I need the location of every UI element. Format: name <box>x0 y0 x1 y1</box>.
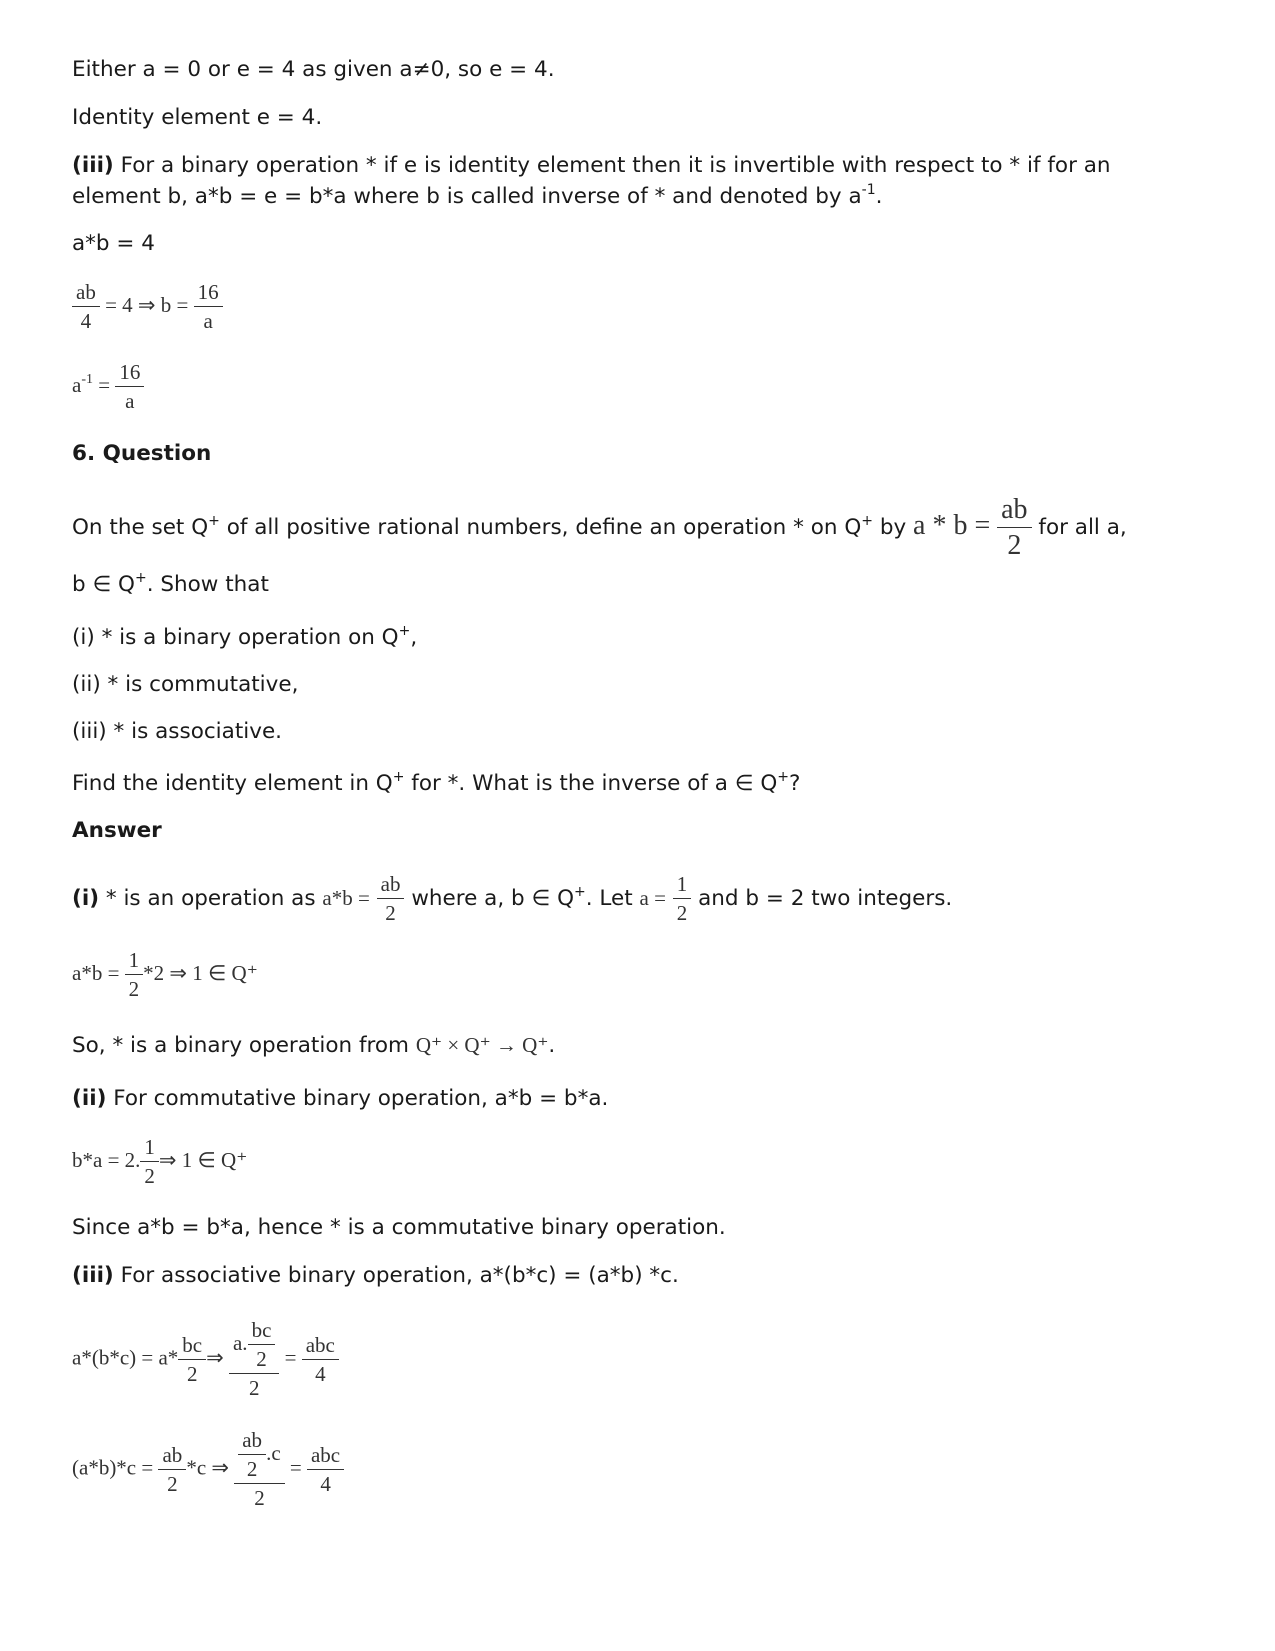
line-text: and b = 2 two integers. <box>698 886 953 911</box>
heading-text: 6. Question <box>72 441 212 466</box>
fraction <box>194 282 223 332</box>
superscript: + <box>398 623 411 639</box>
line-text: by <box>873 515 914 540</box>
line-text: On the set Q <box>72 515 209 540</box>
superscript: + <box>208 513 220 529</box>
denominator: a <box>203 309 213 333</box>
math-text: (a*b)*c = <box>72 1455 154 1480</box>
text-line <box>72 181 882 215</box>
numerator: ab <box>377 874 405 899</box>
line-text: of all positive rational numbers, define an operation * on Q <box>219 515 862 540</box>
math-text: *2 ⇒ 1 ∈ Q⁺ <box>143 960 258 985</box>
numerator: ab <box>997 496 1031 528</box>
line-text: Find the identity element in Q <box>72 771 393 796</box>
numerator: 1 <box>125 950 144 975</box>
math-text: = <box>289 1455 302 1480</box>
fraction <box>229 1320 279 1399</box>
line-text: Since a*b = b*a, hence * is a commutative binary operation. <box>72 1215 726 1240</box>
math-block <box>72 1137 247 1187</box>
denominator: 2 <box>144 1164 155 1188</box>
line-text: For a binary operation * if e is identity element then it is invertible with respect to * if for an <box>113 153 1111 178</box>
line-text: So, * is a binary operation from <box>72 1033 416 1058</box>
denominator: 2 <box>246 1457 258 1481</box>
text-line <box>72 768 800 802</box>
text-line <box>72 1212 726 1244</box>
fraction <box>72 282 100 332</box>
text-line <box>72 669 298 701</box>
denominator: 2 <box>254 1486 265 1510</box>
line-text: . <box>875 184 883 209</box>
line-text: Either a = 0 or e = 4 as given a≠0, so e = 4. <box>72 57 555 82</box>
denominator: 2 <box>128 977 140 1001</box>
denominator: 2 <box>167 1471 178 1496</box>
math-text: a = <box>639 886 666 910</box>
math-text: a. <box>232 1330 248 1355</box>
math-block <box>72 282 223 332</box>
numerator: 1 <box>673 874 692 899</box>
line-text: ? <box>789 771 801 796</box>
superscript: -1 <box>861 182 876 198</box>
math-block <box>72 362 144 412</box>
line-text: . Let <box>585 886 640 911</box>
numerator: 16 <box>194 282 223 307</box>
math-text: *c ⇒ <box>186 1455 229 1480</box>
fraction <box>115 362 144 412</box>
part-label: (i) <box>72 886 100 911</box>
heading-text: Answer <box>72 818 162 843</box>
superscript: -1 <box>81 371 93 387</box>
line-text: Identity element e = 4. <box>72 105 323 130</box>
text-line <box>72 1260 679 1292</box>
fraction <box>673 874 692 924</box>
fraction <box>178 1332 206 1386</box>
fraction <box>307 1442 344 1496</box>
part-label: (iii) <box>72 1263 114 1288</box>
math-text: ⇒ 1 ∈ Q⁺ <box>158 1147 248 1172</box>
text-line <box>72 569 269 603</box>
line-text: (i) * is a binary operation on Q <box>72 625 399 650</box>
denominator: 2 <box>385 901 396 925</box>
line-text: For commutative binary operation, a*b = b*a. <box>106 1086 609 1111</box>
numerator: abc <box>307 1445 344 1470</box>
line-text: b ∈ Q <box>72 572 135 597</box>
numerator: ab <box>158 1445 186 1470</box>
math-block <box>72 950 258 1000</box>
line-text: element b, a*b = e = b*a where b is called inverse of * and denoted by a <box>72 184 862 209</box>
math-text: a*(b*c) = a* <box>72 1345 179 1370</box>
numerator <box>229 1320 279 1374</box>
fraction <box>997 496 1031 560</box>
superscript: + <box>392 769 405 785</box>
denominator: 2 <box>248 1376 260 1400</box>
math-text: ⇒ <box>206 1345 224 1370</box>
line-text: . Show that <box>146 572 269 597</box>
superscript: + <box>861 513 873 529</box>
superscript: + <box>574 884 586 900</box>
math-text: = <box>284 1345 297 1370</box>
denominator: 2 <box>1007 530 1022 561</box>
numerator: ab <box>238 1430 266 1455</box>
answer-heading <box>72 815 162 847</box>
fraction <box>125 950 144 1000</box>
numerator <box>234 1430 284 1484</box>
fraction <box>234 1430 284 1509</box>
math-text: a*b = <box>72 960 120 985</box>
denominator: 2 <box>186 1361 198 1386</box>
denominator: 4 <box>80 309 92 333</box>
superscript: + <box>134 570 147 586</box>
text-line <box>72 716 282 748</box>
part-label: (iii) <box>72 153 114 178</box>
fraction <box>248 1320 276 1370</box>
text-line <box>72 54 555 86</box>
numerator: 1 <box>140 1137 159 1162</box>
denominator: 4 <box>315 1361 326 1386</box>
text-line <box>72 496 1127 560</box>
math-text: .c <box>266 1440 281 1465</box>
numerator: 16 <box>115 362 144 387</box>
fraction <box>377 874 405 924</box>
line-text: where a, b ∈ Q <box>411 886 574 911</box>
fraction <box>158 1442 186 1496</box>
denominator: 4 <box>320 1471 331 1496</box>
line-text: . <box>548 1033 556 1058</box>
line-text: (iii) * is associative. <box>72 719 283 744</box>
denominator: a <box>125 389 135 413</box>
question-heading <box>72 438 211 470</box>
numerator: abc <box>302 1335 339 1360</box>
line-text: for all a, <box>1031 515 1127 540</box>
line-text: For associative binary operation, a*(b*c) = (a*b) *c. <box>113 1263 679 1288</box>
fraction <box>302 1332 339 1386</box>
part-label: (ii) <box>72 1086 107 1111</box>
fraction <box>140 1137 159 1187</box>
numerator: bc <box>178 1335 206 1360</box>
line-text: , <box>410 625 418 650</box>
math-text: = 4 ⇒ b = <box>105 292 189 317</box>
text-line <box>72 1083 608 1115</box>
fraction <box>238 1430 266 1480</box>
text-line <box>72 102 322 134</box>
text-line <box>72 870 952 929</box>
text-line <box>72 228 155 260</box>
line-text: a*b = 4 <box>72 231 155 256</box>
math-text: a * b = <box>913 510 991 541</box>
line-text: (ii) * is commutative, <box>72 672 299 697</box>
math-text: = <box>98 372 111 397</box>
math-block <box>72 1320 339 1399</box>
math-text: a*b = <box>322 886 370 910</box>
math-text: a <box>72 372 82 397</box>
line-text: * is an operation as <box>99 886 323 911</box>
math-text: b*a = 2. <box>72 1147 141 1172</box>
text-line <box>72 622 417 656</box>
numerator: bc <box>248 1320 276 1345</box>
denominator: 2 <box>256 1347 267 1371</box>
math-text: Q⁺ × Q⁺ → Q⁺ <box>415 1033 549 1057</box>
denominator: 2 <box>676 901 688 925</box>
math-block <box>72 1430 344 1509</box>
line-text: for *. What is the inverse of a ∈ Q <box>404 771 778 796</box>
superscript: + <box>777 769 789 785</box>
numerator: ab <box>72 282 100 307</box>
text-line <box>72 1029 555 1062</box>
text-line <box>72 150 1111 182</box>
